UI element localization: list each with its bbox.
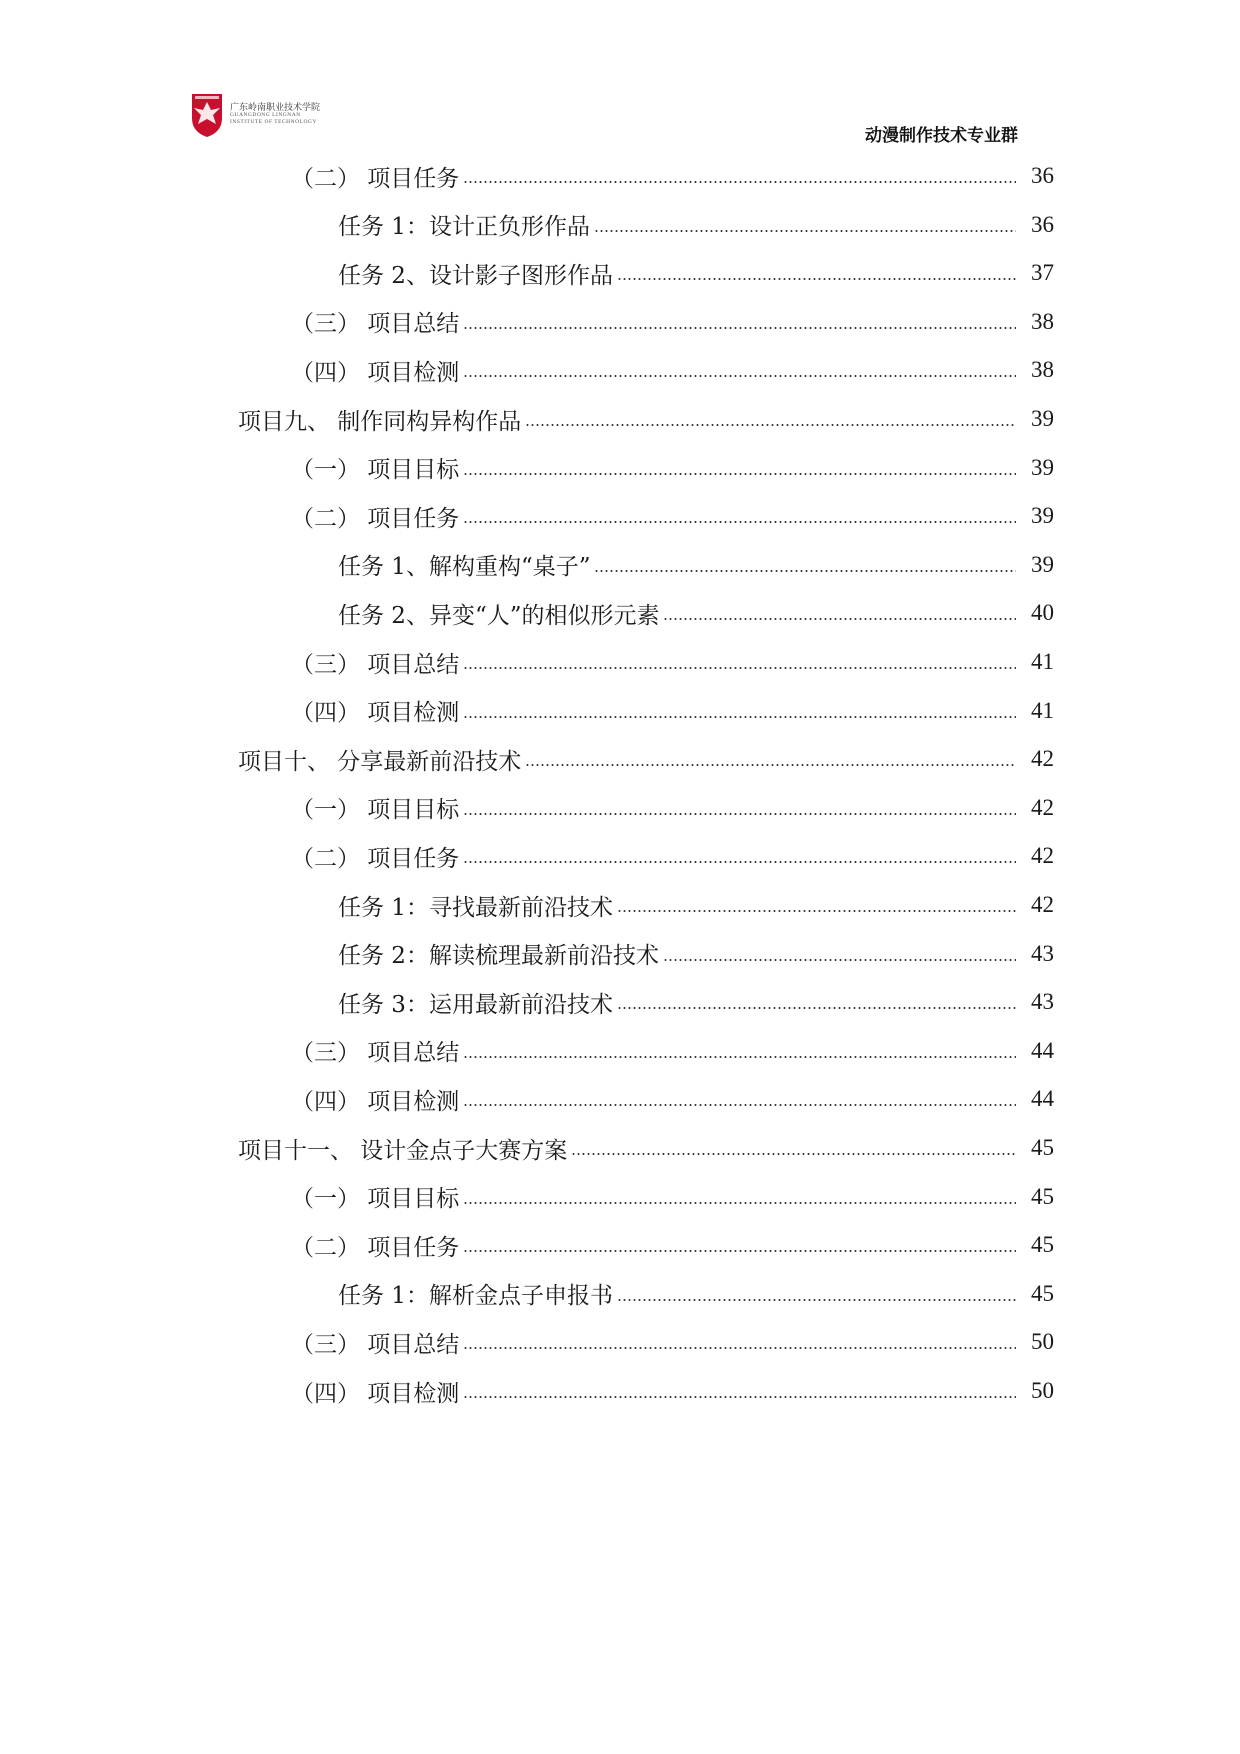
toc-dot-leader	[571, 1153, 1016, 1155]
toc-entry-page-number: 39	[1031, 406, 1054, 431]
toc-entry-page-number: 45	[1031, 1183, 1054, 1209]
institute-logo	[190, 88, 330, 144]
toc-entry[interactable]	[291, 1173, 1054, 1221]
toc-entry-page-number: 42	[1031, 794, 1054, 820]
toc-dot-leader	[463, 813, 1016, 815]
toc-entry[interactable]	[291, 638, 1054, 686]
toc-entry-title: 任务 2：解读梳理最新前沿技术	[338, 943, 659, 970]
toc-dot-leader	[463, 1396, 1016, 1398]
toc-dot-leader	[463, 716, 1016, 718]
logo-english-line2: INSTITUTE OF TECHNOLOGY	[230, 119, 317, 125]
toc-entry-page-number: 50	[1031, 1329, 1054, 1355]
toc-entry-title: 任务 1：解析金点子申报书	[338, 1283, 613, 1310]
toc-entry-page-number: 38	[1031, 308, 1054, 334]
toc-entry-title: （三） 项目总结	[291, 1331, 460, 1358]
toc-entry-title: （三） 项目总结	[291, 1040, 460, 1067]
toc-entry-page-number: 50	[1031, 1378, 1054, 1403]
toc-entry-title: （二） 项目任务	[291, 505, 460, 532]
toc-entry-page-number: 42	[1031, 843, 1054, 869]
toc-entry-title: 项目九、 制作同构异构作品	[238, 408, 522, 435]
toc-dot-leader	[463, 1202, 1016, 1204]
toc-entry[interactable]	[291, 832, 1054, 880]
toc-dot-leader	[463, 1104, 1016, 1106]
toc-entry-page-number: 44	[1031, 1086, 1054, 1112]
toc-entry-page-number: 45	[1031, 1280, 1054, 1306]
logo-chinese-name: 广东岭南职业技术学院	[230, 103, 321, 113]
toc-entry-page-number: 41	[1031, 697, 1054, 723]
toc-entry[interactable]	[291, 1221, 1054, 1269]
toc-dot-leader	[663, 959, 1016, 961]
logo-english-line1: GUANGDONG LINGNAN	[230, 112, 301, 118]
toc-entry-page-number: 36	[1031, 211, 1054, 237]
toc-entry[interactable]	[291, 492, 1054, 540]
toc-dot-leader	[594, 570, 1016, 572]
toc-entry-title: （三） 项目总结	[291, 311, 460, 338]
toc-entry[interactable]	[291, 346, 1054, 394]
toc-entry-title: 任务 1：设计正负形作品	[338, 214, 590, 241]
toc-entry[interactable]	[338, 249, 1054, 297]
toc-entry-title: （二） 项目任务	[291, 845, 460, 872]
toc-entry-page-number: 42	[1031, 746, 1054, 772]
toc-dot-leader	[463, 181, 1016, 183]
toc-entry-title: 项目十、 分享最新前沿技术	[238, 748, 522, 775]
toc-entry-title: 任务 2、设计影子图形作品	[338, 262, 613, 289]
toc-entry[interactable]	[338, 881, 1054, 929]
toc-entry[interactable]	[291, 1367, 1054, 1415]
toc-dot-leader	[525, 764, 1016, 766]
toc-entry-page-number: 37	[1031, 260, 1054, 286]
toc-entry[interactable]	[338, 541, 1054, 589]
toc-entry-title: 任务 1、解构重构“桌子”	[338, 554, 591, 581]
toc-entry-page-number: 38	[1031, 357, 1054, 383]
toc-entry[interactable]	[291, 152, 1054, 200]
toc-dot-leader	[463, 375, 1016, 377]
toc-entry-page-number: 43	[1031, 940, 1054, 966]
toc-dot-leader	[525, 424, 1016, 426]
toc-entry-title: （四） 项目检测	[291, 1088, 460, 1115]
toc-dot-leader	[463, 667, 1016, 669]
toc-dot-leader	[463, 1347, 1016, 1349]
toc-entry-title: （一） 项目目标	[291, 1186, 460, 1213]
toc-entry-page-number: 43	[1031, 989, 1054, 1015]
toc-entry-title: （二） 项目任务	[291, 1234, 460, 1261]
toc-entry-page-number: 41	[1031, 649, 1054, 674]
toc-entry-page-number: 39	[1031, 503, 1054, 529]
toc-entry-title: 任务 3：运用最新前沿技术	[338, 991, 613, 1018]
toc-entry[interactable]	[338, 1270, 1054, 1318]
toc-entry-page-number: 36	[1031, 163, 1054, 188]
toc-entry-title: 项目十一、 设计金点子大赛方案	[238, 1137, 568, 1164]
toc-entry[interactable]	[291, 298, 1054, 346]
toc-entry-page-number: 44	[1031, 1037, 1054, 1063]
toc-dot-leader	[617, 910, 1016, 912]
page-header-title: 动漫制作技术专业群	[865, 126, 1018, 146]
toc-entry-title: （二） 项目任务	[291, 165, 460, 192]
toc-entry-title: （四） 项目检测	[291, 700, 460, 727]
toc-entry[interactable]	[238, 735, 1054, 783]
toc-entry-title: 任务 2、异变“人”的相似形元素	[338, 602, 660, 629]
toc-entry[interactable]	[291, 1318, 1054, 1366]
toc-dot-leader	[617, 1007, 1016, 1009]
toc-dot-leader	[594, 230, 1016, 232]
toc-entry-title: （一） 项目目标	[291, 797, 460, 824]
toc-entry[interactable]	[238, 395, 1054, 443]
toc-entry-page-number: 45	[1031, 1232, 1054, 1258]
toc-entry-title: 任务 1：寻找最新前沿技术	[338, 894, 613, 921]
toc-entry[interactable]	[291, 1027, 1054, 1075]
toc-entry[interactable]	[238, 1124, 1054, 1172]
toc-entry[interactable]	[338, 201, 1054, 249]
toc-dot-leader	[463, 861, 1016, 863]
toc-entry[interactable]	[338, 589, 1054, 637]
toc-dot-leader	[463, 521, 1016, 523]
toc-entry-title: （四） 项目检测	[291, 1380, 460, 1407]
toc-entry-page-number: 39	[1031, 454, 1054, 480]
toc-entry[interactable]	[291, 1075, 1054, 1123]
toc-dot-leader	[617, 1299, 1016, 1301]
toc-entry-title: （一） 项目目标	[291, 457, 460, 484]
toc-dot-leader	[463, 1250, 1016, 1252]
toc-entry[interactable]	[291, 784, 1054, 832]
toc-dot-leader	[463, 473, 1016, 475]
toc-entry-page-number: 42	[1031, 892, 1054, 917]
toc-entry[interactable]	[338, 978, 1054, 1026]
toc-dot-leader	[463, 1056, 1016, 1058]
toc-dot-leader	[663, 618, 1016, 620]
toc-entry-page-number: 40	[1031, 600, 1054, 626]
toc-entry-page-number: 39	[1031, 551, 1054, 577]
toc-entry-title: （三） 项目总结	[291, 651, 460, 678]
toc-dot-leader	[617, 278, 1016, 280]
shield-emblem-icon	[190, 92, 224, 138]
toc-entry-title: （四） 项目检测	[291, 359, 460, 386]
toc-entry-page-number: 45	[1031, 1135, 1054, 1160]
toc-entry[interactable]	[291, 687, 1054, 735]
toc-entry[interactable]	[291, 444, 1054, 492]
toc-entry[interactable]	[338, 930, 1054, 978]
logo-english-name	[230, 112, 317, 126]
toc-dot-leader	[463, 327, 1016, 329]
